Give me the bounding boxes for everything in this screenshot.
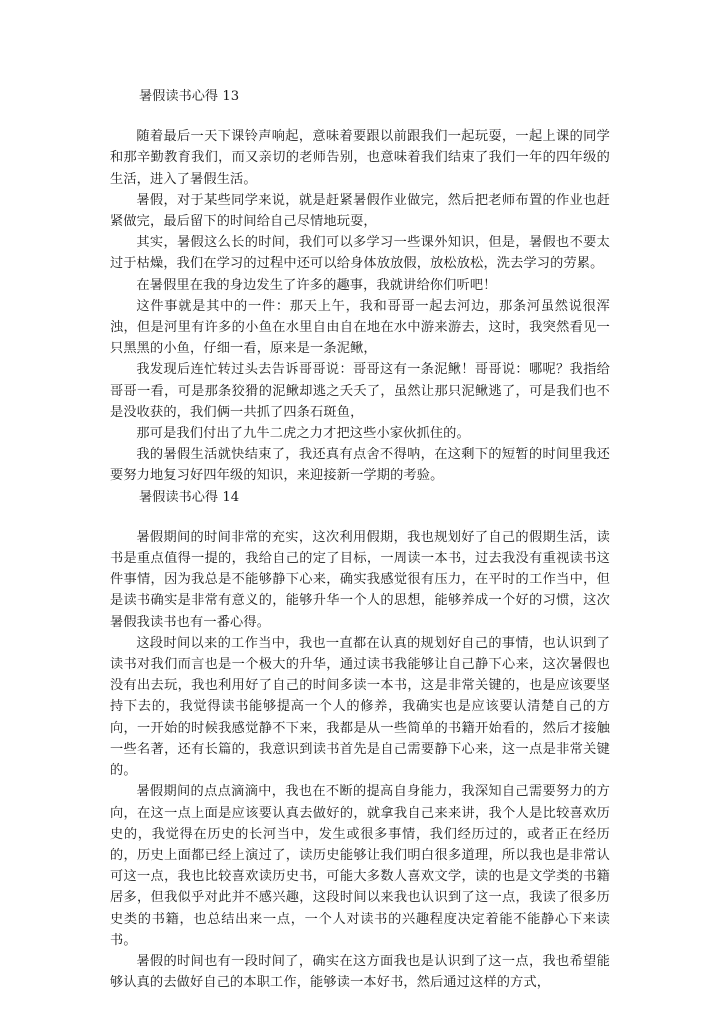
section-1-paragraph: 这件事就是其中的一件：那天上午，我和哥哥一起去河边，那条河虽然说很浑浊，但是河里有许多的小鱼在水里自由自在地在水中游来游去，这时，我突然看见一只黑黑的小鱼，仔细一看，原来是一条泥鳅， bbox=[110, 298, 610, 357]
section-1-paragraph: 我的暑假生活就快结束了，我还真有点舍不得呐，在这剩下的短暂的时间里我还要努力地复习好四年级的知识，来迎接新一学期的考验。 bbox=[110, 447, 610, 484]
section-1-title: 暑假读书心得 13 bbox=[139, 89, 240, 104]
section-1-paragraph: 在暑假里在我的身边发生了许多的趣事，我就讲给你们听吧！ bbox=[136, 277, 497, 293]
spacer bbox=[110, 107, 610, 126]
section-1-paragraph: 其实，暑假这么长的时间，我们可以多学习一些课外知识，但是，暑假也不要太过于枯燥，我们在学习的过程中还可以给身体放放假，放松放松，洗去学习的劳累。 bbox=[110, 235, 610, 272]
section-2-title: 暑假读书心得 14 bbox=[139, 489, 240, 505]
section-1-paragraph: 那可是我们付出了九牛二虎之力才把这些小家伙抓住的。 bbox=[136, 426, 470, 442]
section-1-paragraph: 我发现后连忙转过头去告诉哥哥说：哥哥这有一条泥鳅！哥哥说：哪呢？我指给哥哥一看，可是那条狡猾的泥鳅却逃之夭夭了，虽然让那只泥鳅逃了，可是我们也不是没收获的，我们俩一共抓了四条石斑鱼， bbox=[110, 362, 610, 420]
section-2-paragraph: 暑假期间的点点滴滴中，我也在不断的提高自身能力，我深知自己需要努力的方向，在这一点上面是应该要认真去做好的，就拿我自己来来讲，我个人是比较喜欢历史的，我觉得在历史的长河当中，发生或很多事情，我们经历过的，或者正在经历的，历史上面都已经上演过了，读历史能够让我们明白很多道理，所以我也是非常认可这一点，我也比较喜欢读历史书，可能大多数人喜欢文学，读的也是文学类的书籍居多，但我似乎对此并不感兴趣，这段时间以来我也认识到了这一点，我读了很多历史类的书籍，也总结出来一点，一个人对读书的兴趣程度决定着能不能静心下来读书。 bbox=[110, 784, 610, 948]
section-1-paragraph: 暑假，对于某些同学来说，就是赶紧暑假作业做完，然后把老师布置的作业也赶紧做完，最后留下的时间给自己尽情地玩耍， bbox=[110, 192, 610, 230]
section-2-paragraph: 暑假的时间也有一段时间了，确实在这方面我也是认识到了这一点，我也希望能够认真的去做好自己的本职工作，能够读一本好书，然后通过这样的方式， bbox=[110, 953, 610, 991]
section-2-paragraph: 这段时间以来的工作当中，我也一直都在认真的规划好自己的事情，也认识到了读书对我们而言也是一个极大的升华，通过读书我能够让自己静下心来，这次暑假也没有出去玩，我也利用好了自己的时间多读一本书，这是非常关键的，也是应该要坚持下去的，我觉得读书能够提高一个人的修养，我确实也是应该要认清楚自己的方向，一开始的时候我感觉静不下来，我都是从一些简单的书籍开始看的，然后才接触一些名著，还有长篇的，我意识到读书首先是自己需要静下心来，这一点是非常关键的。 bbox=[110, 635, 610, 779]
section-1-paragraph: 随着最后一天下课铃声响起，意味着要跟以前跟我们一起玩耍，一起上课的同学和那辛勤教育我们，而又亲切的老师告别，也意味着我们结束了我们一年的四年级的生活，进入了暑假生活。 bbox=[110, 129, 610, 187]
spacer bbox=[110, 508, 610, 527]
section-2-paragraph: 暑假期间的时间非常的充实，这次利用假期，我也规划好了自己的假期生活，读书是重点值得一提的，我给自己的定了目标，一周读一本书，过去我没有重视读书这件事情，因为我总是不能够静下心来，确实我感觉很有压力，在平时的工作当中，但是读书确实是非常有意义的，能够升华一个人的思想，能够养成一个好的习惯，这次暑假我读书也有一番心得。 bbox=[110, 529, 610, 630]
document-page bbox=[110, 86, 610, 993]
